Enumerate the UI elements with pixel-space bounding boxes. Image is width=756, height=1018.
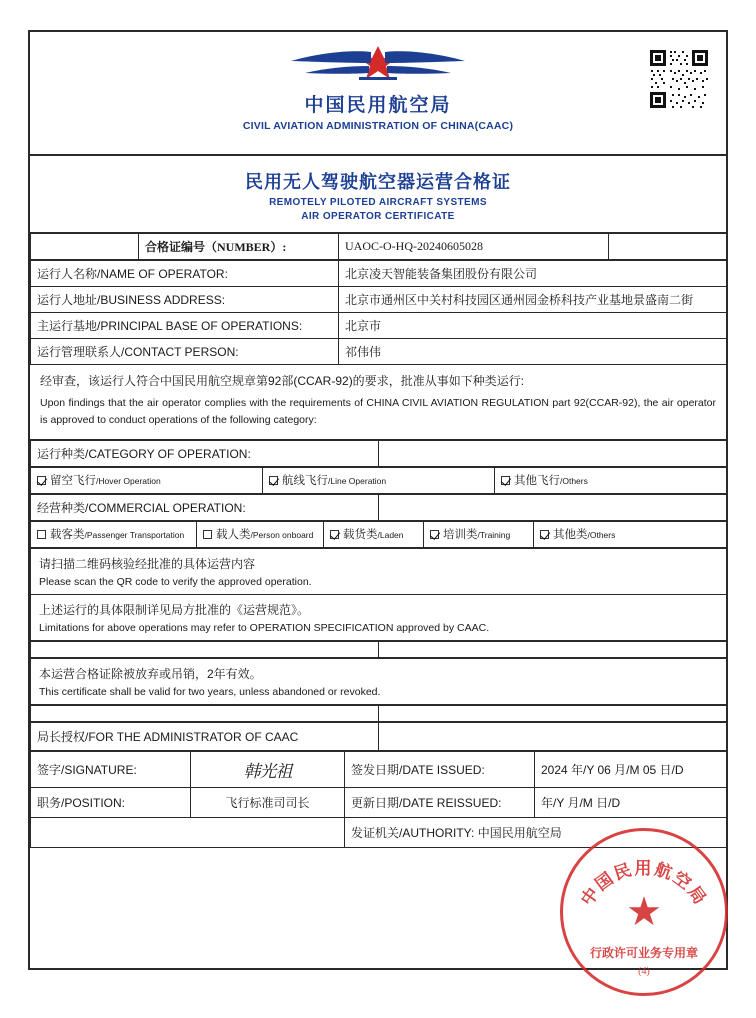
category-options-row bbox=[31, 467, 727, 493]
commercial-operation-blank bbox=[379, 494, 727, 520]
category-option-line-label-en: /Line Operation bbox=[328, 476, 387, 487]
certificate-number-label: 合格证编号（NUMBER）: bbox=[139, 234, 339, 260]
caac-logo-block bbox=[30, 42, 726, 132]
commercial-option-training-label-en: /Training bbox=[477, 530, 511, 541]
spacer-table-1 bbox=[30, 641, 727, 658]
commercial-options-row bbox=[31, 521, 727, 547]
commercial-option-training-label-cn: 培训类 bbox=[443, 529, 478, 542]
signature-label: 签字/SIGNATURE: bbox=[31, 751, 191, 787]
certificate-page bbox=[28, 30, 728, 970]
commercial-option-passenger-label-cn: 载客类 bbox=[50, 529, 85, 542]
table-row bbox=[31, 287, 727, 313]
title-cn: 民用无人驾驶航空器运营合格证 bbox=[245, 172, 511, 192]
commercial-option-others-label-cn: 其他类 bbox=[553, 529, 588, 542]
field-value-name-of-operator: 北京凌天智能装备集团股份有限公司 bbox=[339, 261, 727, 287]
qr-note-table bbox=[30, 548, 727, 641]
spacer-cell-left-2 bbox=[31, 705, 379, 721]
organization-name-en: CIVIL AVIATION ADMINISTRATION OF CHINA(CAAC) bbox=[242, 120, 514, 132]
category-of-operation-label: 运行种类/CATEGORY OF OPERATION: bbox=[31, 440, 379, 466]
validity-note-table bbox=[30, 658, 727, 705]
certificate-number-table bbox=[30, 233, 727, 260]
number-spacer-left bbox=[31, 234, 139, 260]
approval-paragraph-cn: 经审查，该运行人符合中国民用航空规章第92部(CCAR-92)的要求，批准从事如下种类运行: bbox=[40, 374, 525, 388]
spacer-cell-right-1 bbox=[379, 641, 727, 657]
administrator-table bbox=[30, 722, 727, 751]
signature-block-table bbox=[30, 751, 727, 848]
checkbox-hover-operation[interactable] bbox=[37, 476, 46, 485]
qr-note-cn: 请扫描二维码核验经批准的具体运营内容 bbox=[39, 556, 256, 571]
field-value-principal-base: 北京市 bbox=[339, 313, 727, 339]
stamp-star-icon: ★ bbox=[626, 890, 662, 934]
commercial-option-others[interactable] bbox=[534, 521, 727, 547]
field-value-contact-person: 祁伟伟 bbox=[339, 339, 727, 365]
qr-code-icon[interactable] bbox=[648, 48, 710, 110]
authority-cell bbox=[345, 817, 727, 847]
checkbox-passenger-transportation[interactable] bbox=[37, 530, 46, 539]
category-options-table bbox=[30, 467, 727, 494]
operator-fields-table bbox=[30, 260, 727, 365]
administrator-blank bbox=[379, 722, 727, 750]
commercial-option-person-label-en: /Person onboard bbox=[250, 530, 314, 541]
position-value: 飞行标准司司长 bbox=[191, 787, 345, 817]
date-issued-value: 2024 年/Y 06 月/M 05 日/D bbox=[535, 751, 727, 787]
commercial-operation-label: 经营种类/COMMERCIAL OPERATION: bbox=[31, 494, 379, 520]
field-value-business-address: 北京市通州区中关村科技园区通州园金桥科技产业基地景盛南二街 bbox=[339, 287, 727, 313]
table-row bbox=[31, 494, 727, 520]
checkbox-training[interactable] bbox=[430, 530, 439, 539]
category-of-operation-blank bbox=[379, 440, 727, 466]
certificate-header bbox=[30, 32, 726, 156]
table-row bbox=[31, 751, 727, 787]
commercial-option-passenger[interactable] bbox=[31, 521, 197, 547]
certificate-number-value: UAOC-O-HQ-20240605028 bbox=[339, 234, 609, 260]
table-row bbox=[31, 787, 727, 817]
category-option-line-label-cn: 航线飞行 bbox=[282, 475, 328, 488]
stamp-number: (4) bbox=[638, 966, 650, 977]
caac-wings-star-logo-icon bbox=[283, 42, 473, 88]
date-reissued-value: 年/Y 月/M 日/D bbox=[535, 787, 727, 817]
commercial-option-laden-label-en: /Laden bbox=[377, 530, 404, 541]
spacer-cell-left-1 bbox=[31, 641, 379, 657]
table-row bbox=[31, 548, 727, 594]
position-label: 职务/POSITION: bbox=[31, 787, 191, 817]
checkbox-commercial-others[interactable] bbox=[540, 530, 549, 539]
organization-name-cn: 中国民用航空局 bbox=[304, 95, 452, 116]
commercial-options-table bbox=[30, 521, 727, 548]
commercial-option-passenger-label-en: /Passenger Transportation bbox=[84, 530, 185, 541]
signature-handwriting: 韩光祖 bbox=[243, 761, 292, 781]
limitation-note-cell bbox=[31, 594, 727, 640]
approval-paragraph bbox=[30, 365, 726, 440]
spacer-cell-right-2 bbox=[379, 705, 727, 721]
validity-note-cn: 本运营合格证除被放弃或吊销，2年有效。 bbox=[39, 666, 262, 681]
category-option-others-label-en: /Others bbox=[560, 476, 588, 487]
category-option-hover-label-en: /Hover Operation bbox=[96, 476, 161, 487]
date-issued-label: 签发日期/DATE ISSUED: bbox=[345, 751, 535, 787]
table-row bbox=[31, 339, 727, 365]
table-row bbox=[31, 440, 727, 466]
category-option-hover[interactable] bbox=[31, 467, 263, 493]
commercial-operation-table bbox=[30, 494, 727, 521]
authority-spacer-left bbox=[31, 817, 191, 847]
field-label-principal-base: 主运行基地/PRINCIPAL BASE OF OPERATIONS: bbox=[31, 313, 339, 339]
field-label-contact-person: 运行管理联系人/CONTACT PERSON: bbox=[31, 339, 339, 365]
certificate-number-row bbox=[31, 234, 727, 260]
validity-note-cell bbox=[31, 658, 727, 704]
table-row bbox=[31, 261, 727, 287]
category-option-hover-label-cn: 留空飞行 bbox=[50, 475, 96, 488]
spacer-table-2 bbox=[30, 705, 727, 722]
category-option-others[interactable] bbox=[495, 467, 727, 493]
qr-note-cell bbox=[31, 548, 727, 594]
table-row bbox=[31, 817, 727, 847]
signature-value bbox=[191, 751, 345, 787]
title-en-line2: AIR OPERATOR CERTIFICATE bbox=[301, 211, 455, 222]
checkbox-line-operation[interactable] bbox=[269, 476, 278, 485]
limitation-note-cn: 上述运行的具体限制详见局方批准的《运营规范》。 bbox=[39, 602, 310, 617]
validity-note-en: This certificate shall be valid for two years, unless abandoned or revoked. bbox=[39, 685, 381, 698]
field-label-business-address: 运行人地址/BUSINESS ADDRESS: bbox=[31, 287, 339, 313]
stamp-bottom-text: 行政许可业务专用章 bbox=[589, 946, 698, 960]
field-label-name-of-operator: 运行人名称/NAME OF OPERATOR: bbox=[31, 261, 339, 287]
table-row bbox=[31, 705, 727, 721]
table-row bbox=[31, 722, 727, 750]
svg-text:中国民用航空局: 中国民用航空局 bbox=[577, 858, 711, 910]
certificate-title-block bbox=[30, 156, 726, 233]
checkbox-person-onboard[interactable] bbox=[203, 530, 212, 539]
commercial-option-person-label-cn: 载人类 bbox=[216, 529, 251, 542]
commercial-option-laden-label-cn: 载货类 bbox=[343, 529, 378, 542]
table-row bbox=[31, 594, 727, 640]
limitation-note-en: Limitations for above operations may refer to OPERATION SPECIFICATION approved by CAAC. bbox=[39, 621, 490, 634]
authority-spacer-mid bbox=[191, 817, 345, 847]
administrator-label: 局长授权/FOR THE ADMINISTRATOR OF CAAC bbox=[31, 722, 379, 750]
commercial-option-others-label-en: /Others bbox=[587, 530, 616, 541]
table-row bbox=[31, 658, 727, 704]
checkbox-laden[interactable] bbox=[330, 530, 339, 539]
commercial-option-person-onboard[interactable] bbox=[197, 521, 324, 547]
qr-note-en: Please scan the QR code to verify the approved operation. bbox=[39, 575, 312, 588]
commercial-option-laden[interactable] bbox=[324, 521, 424, 547]
category-of-operation-table bbox=[30, 440, 727, 467]
approval-paragraph-en: Upon findings that the air operator complies with the requirements of CHINA CIVIL AVIATION REGULATION part 92(CCAR-92), the air operator is approved to conduct operations of the following category: bbox=[40, 397, 716, 427]
authority-label: 发证机关/AUTHORITY: bbox=[351, 825, 475, 840]
table-row bbox=[31, 313, 727, 339]
number-spacer-right bbox=[609, 234, 727, 260]
table-row bbox=[31, 641, 727, 657]
checkbox-other-operation[interactable] bbox=[501, 476, 510, 485]
title-en-line1: REMOTELY PILOTED AIRCRAFT SYSTEMS bbox=[269, 197, 487, 208]
commercial-option-training[interactable] bbox=[424, 521, 534, 547]
authority-value: 中国民用航空局 bbox=[477, 825, 562, 840]
category-option-line[interactable] bbox=[263, 467, 495, 493]
category-option-others-label-cn: 其他飞行 bbox=[514, 475, 560, 488]
date-reissued-label: 更新日期/DATE REISSUED: bbox=[345, 787, 535, 817]
